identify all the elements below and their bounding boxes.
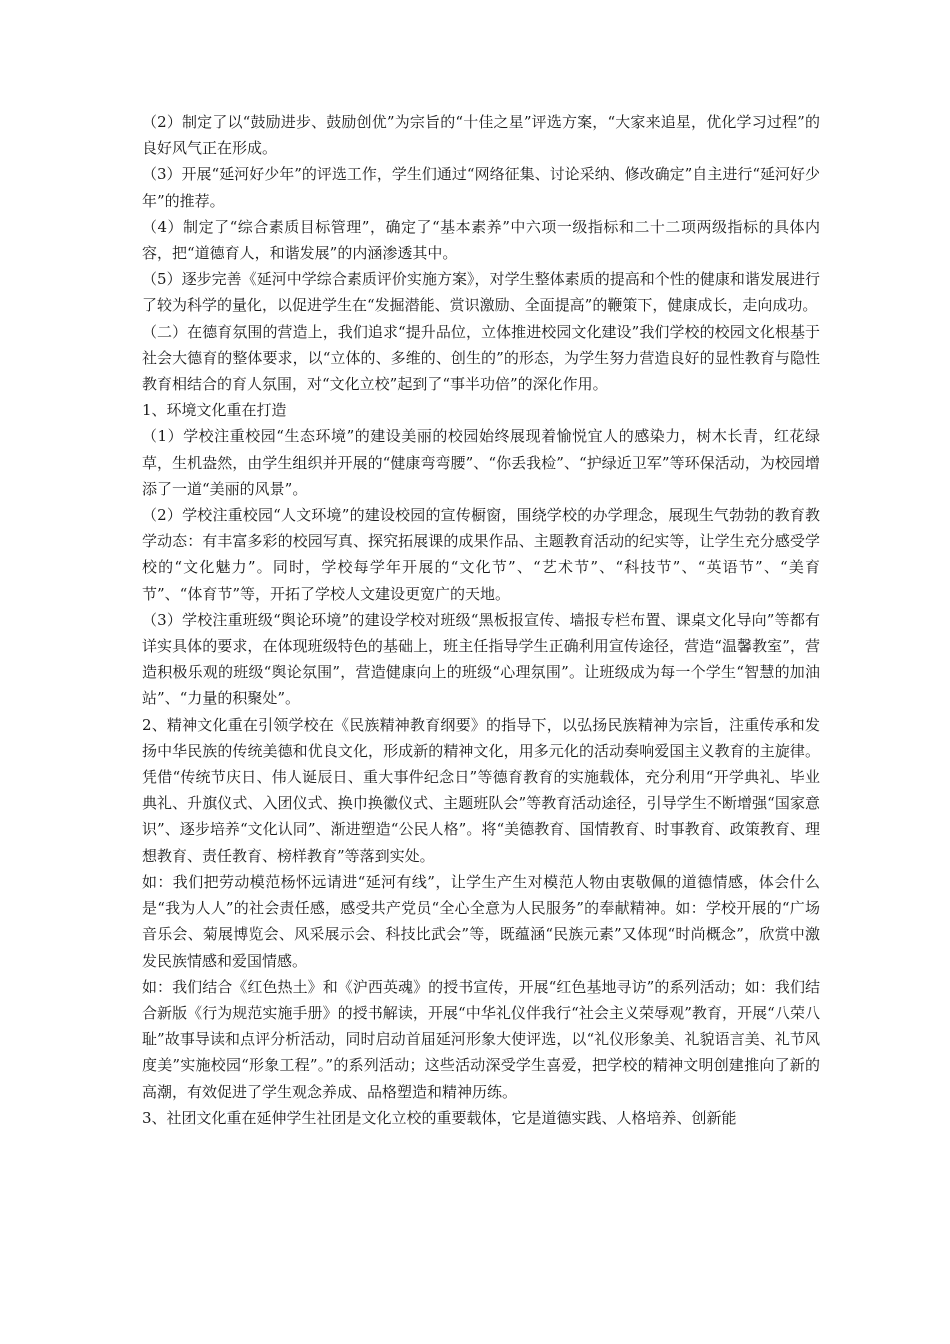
paragraph-spiritual-culture: 2、精神文化重在引领学校在《民族精神教育纲要》的指导下，以弘扬民族精神为宗旨，注重传承和发扬中华民族的传统美德和优良文化，形成新的精神文化，用多元化的活动奏响爱国主义教育的主旋律。凭借“传统节庆日、伟人诞辰日、重大事件纪念日”等德育教育的实施载体，充分利用“开学典礼、毕业典礼、升旗仪式、入团仪式、换巾换徽仪式、主题班队会”等教育活动途径，引导学生不断增强“国家意识”、逐步培养“文化认同”、渐进塑造“公民人格”。将“美德教育、国情教育、时事教育、政策教育、理想教育、责任教育、榜样教育”等落到实处。 — [142, 715, 820, 865]
paragraph-cultural-environment: （2）学校注重校园“人文环境”的建设校园的宣传橱窗，围绕学校的办学理念，展现生气勃勃的教育教学动态：有丰富多彩的校园写真、探究拓展课的成果作品、主题教育活动的纪实等，让学生充分感受学校的“文化魅力”。同时，学校每学年开展的“文化节”、“艺术节”、“科技节”、“英语节”、“美育节”、“体育节”等，开拓了学校人文建设更宽广的天地。 — [142, 506, 820, 603]
paragraph-moral-atmosphere: （二）在德育氛围的营造上，我们追求“提升品位，立体推进校园文化建设”我们学校的校园文化根基于社会大德育的整体要求，以“立体的、多维的、创生的”的形态，为学生努力营造良好的显性教育与隐性教育相结合的育人氛围，对“文化立校”起到了“事半功倍”的深化作用。 — [142, 322, 820, 394]
paragraph-ecological-environment: （1）学校注重校园“生态环境”的建设美丽的校园始终展现着愉悦宜人的感染力，树木长青，红花绿草，生机盎然，由学生组织并开展的“健康弯弯腰”、“你丢我检”、“护绿近卫军”等环保活动，为校园增添了一道“美丽的风景”。 — [142, 427, 820, 498]
paragraph-5-evaluation-plan: （5）逐步完善《延河中学综合素质评价实施方案》，对学生整体素质的提高和个性的健康和谐发展进行了较为科学的量化，以促进学生在“发掘潜能、赏识激励、全面提高”的鞭策下，健康成长，走向成功。 — [142, 270, 820, 315]
paragraph-4-quality-management: （4）制定了“综合素质目标管理”，确定了“基本素养”中六项一级指标和二十二项两级指标的具体内容，把“道德育人，和谐发展”的内涵渗透其中。 — [142, 217, 820, 263]
heading-environment-culture: 1、环境文化重在打造 — [142, 401, 287, 420]
paragraph-example-labor-model: 如：我们把劳动模范杨怀远请进“延河有线”，让学生产生对模范人物由衷敬佩的道德情感，体会什么是“我为人人”的社会责任感，感受共产党员“全心全意为人民服务”的奉献精神。如：学校开展的“广场音乐会、菊展博览会、风采展示会、科技比武会”等，既蕴涵“民族元素”又体现“时尚概念”，欣赏中激发民族情感和爱国情感。 — [142, 872, 820, 970]
document-body — [142, 109, 820, 1131]
paragraph-3-good-youth: （3）开展“延河好少年”的评选工作，学生们通过“网络征集、讨论采纳、修改确定”自主进行“延河好少年”的推荐。 — [142, 165, 820, 210]
paragraph-club-culture: 3、社团文化重在延伸学生社团是文化立校的重要载体，它是道德实践、人格培养、创新能 — [142, 1108, 737, 1127]
paragraph-class-opinion-environment: （3）学校注重班级“舆论环境”的建设学校对班级“黑板报宣传、墙报专栏布置、课桌文化导向”等都有详实具体的要求，在体现班级特色的基础上，班主任指导学生正确利用宣传途径，营造“温馨教室”，营造积极乐观的班级“舆论氛围”，营造健康向上的班级“心理氛围”。让班级成为每一个学生“智慧的加油站”、“力量的积聚处”。 — [142, 610, 820, 708]
paragraph-example-red-culture: 如：我们结合《红色热土》和《沪西英魂》的授书宣传，开展“红色基地寻访”的系列活动；如：我们结合新版《行为规范实施手册》的授书解读，开展“中华礼仪伴我行“社会主义荣辱观”教育，开展“八荣八耻”故事导读和点评分析活动，同时启动首届延河形象大使评选，以“礼仪形象美、礼貌语言美、礼节风度美”实施校园“形象工程”。”的系列活动；这些活动深受学生喜爱，把学校的精神文明创建推向了新的高潮，有效促进了学生观念养成、品格塑造和精神历练。 — [142, 977, 820, 1101]
paragraph-2-star-selection: （2）制定了以“鼓励进步、鼓励创优”为宗旨的“十佳之星”评选方案，“大家来追星，优化学习过程”的良好风气正在形成。 — [142, 113, 820, 158]
